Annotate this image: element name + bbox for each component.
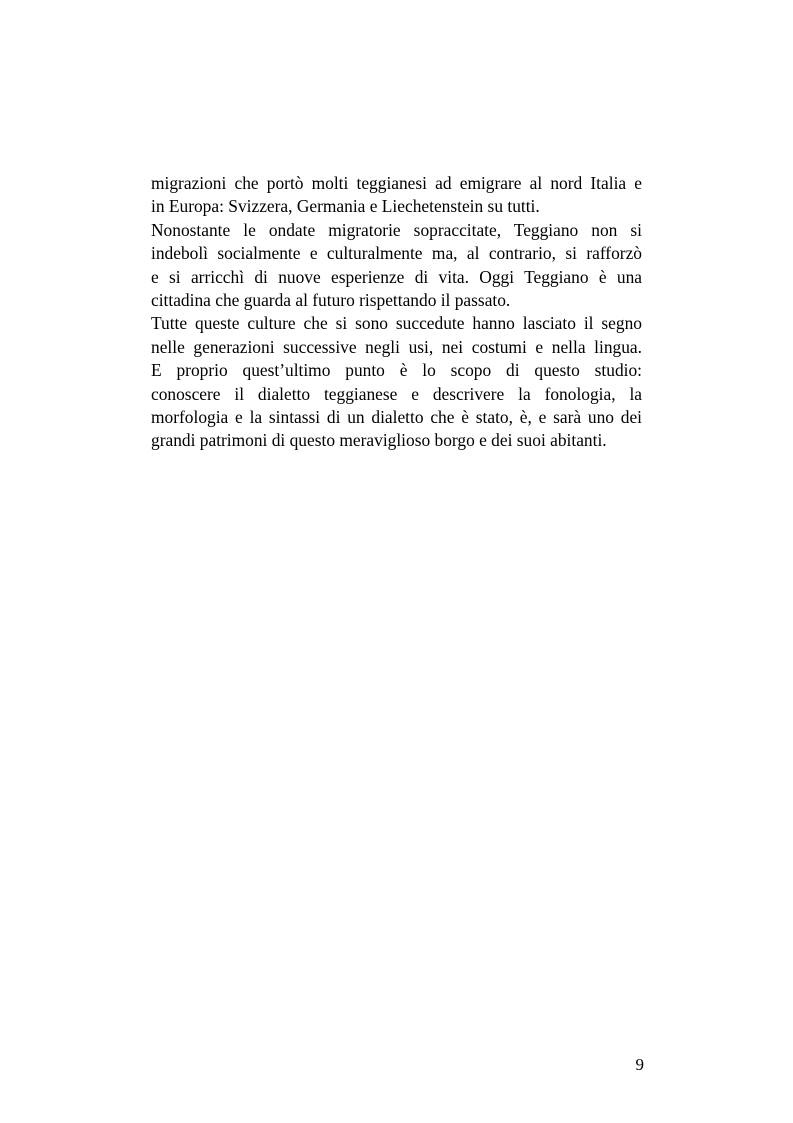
- text-line: cittadina che guarda al futuro rispettando il passato.: [151, 289, 511, 310]
- text-line: E proprio quest’ultimo punto è lo scopo di questo studio:: [151, 360, 642, 381]
- text-line: morfologia e la sintassi di un dialetto che è stato, è, e sarà uno dei: [151, 406, 642, 427]
- text-line: in Europa: Svizzera, Germania e Liechetenstein su tutti.: [151, 196, 540, 217]
- page-number: 9: [635, 1055, 644, 1074]
- text-line: indebolì socialmente e culturalmente ma, al contrario, si rafforzò: [151, 243, 642, 264]
- text-line: e si arricchì di nuove esperienze di vita. Oggi Teggiano è una: [151, 266, 642, 287]
- text-line: Tutte queste culture che si sono succedute hanno lasciato il segno: [151, 313, 642, 334]
- text-line: conoscere il dialetto teggianese e descrivere la fonologia, la: [151, 383, 642, 404]
- text-line: grandi patrimoni di questo meraviglioso borgo e dei suoi abitanti.: [151, 430, 607, 451]
- text-line: nelle generazioni successive negli usi, nei costumi e nella lingua.: [151, 336, 642, 357]
- body-text: [151, 172, 642, 453]
- text-line: Nonostante le ondate migratorie sopraccitate, Teggiano non si: [151, 219, 642, 240]
- text-line: migrazioni che portò molti teggianesi ad emigrare al nord Italia e: [151, 173, 642, 193]
